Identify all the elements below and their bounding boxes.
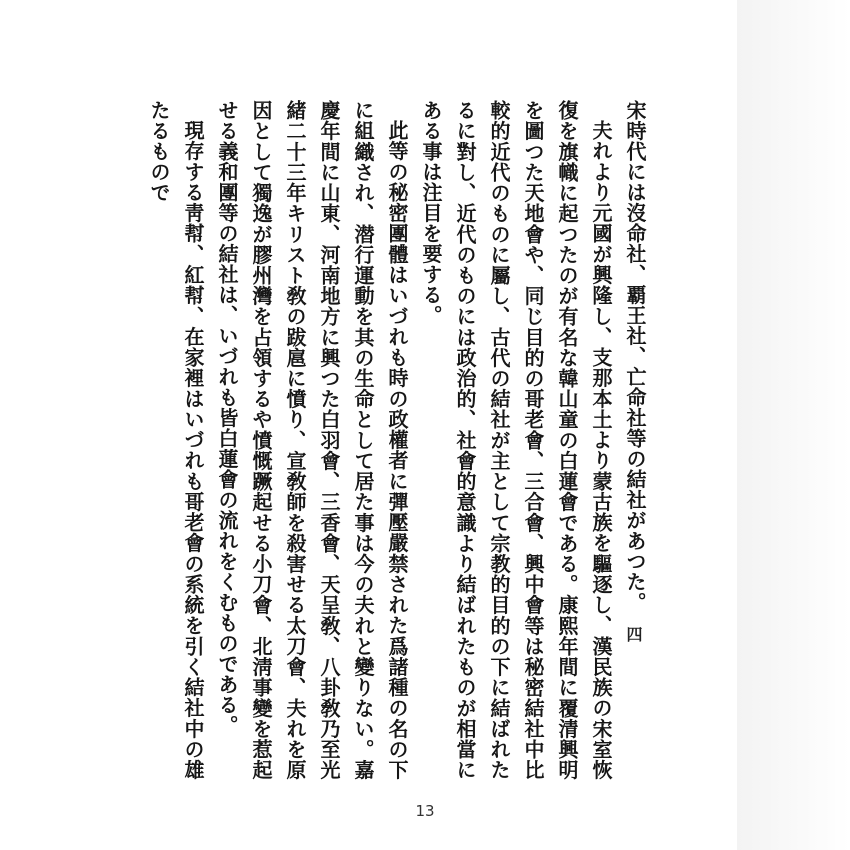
paragraph-3: 此等の秘密團體はいづれも時の政權者に彈壓嚴禁された爲諸種の名の下に組織され、潜行運動を其の生命として居た事は今の夫れと變りない。嘉慶年間に山東、河南地方に興つた白羽會、三香會、天呈敎、八卦敎乃至光緒二十三年キリスト敎の跋扈に憤り、宣敎師を殺害せる太刀會、夫れを原因として獨逸が膠州灣を占領するや憤慨蹶起せる小刀會、北淸事變を惹起せる義和團等の結社は、いづれも皆白蓮會の流れをくむものである。: [215, 100, 409, 780]
paragraph-1: 宋時代には沒命社、覇王社、亡命社等の結社があつた。: [623, 100, 647, 613]
paragraph-4: 現存する靑幇、紅幇、在家裡はいづれも哥老會の系統を引く結社中の雄たるもので: [147, 100, 205, 780]
page-edge-shadow: [737, 0, 850, 850]
body-text-block: [92, 100, 652, 780]
paragraph-2: 夫れより元國が興隆し、支那本土より蒙古族を驅逐し、漢民族の宋室恢復を旗幟に起つたのが有名な韓山童の白蓮會である。康熙年間に覆清興明を圖つた天地會や、同じ目的の哥老會、三合會、興中會等は秘密結社中比較的近代のものに屬し、古代の結社が主として宗教的目的の下に結ばれたるに對し、近代のものには政治的、社會的意識より結ばれたものが相當にある事は注目を要する。: [419, 100, 613, 780]
section-marker: 四: [624, 626, 643, 642]
page-number: 13: [415, 802, 435, 820]
